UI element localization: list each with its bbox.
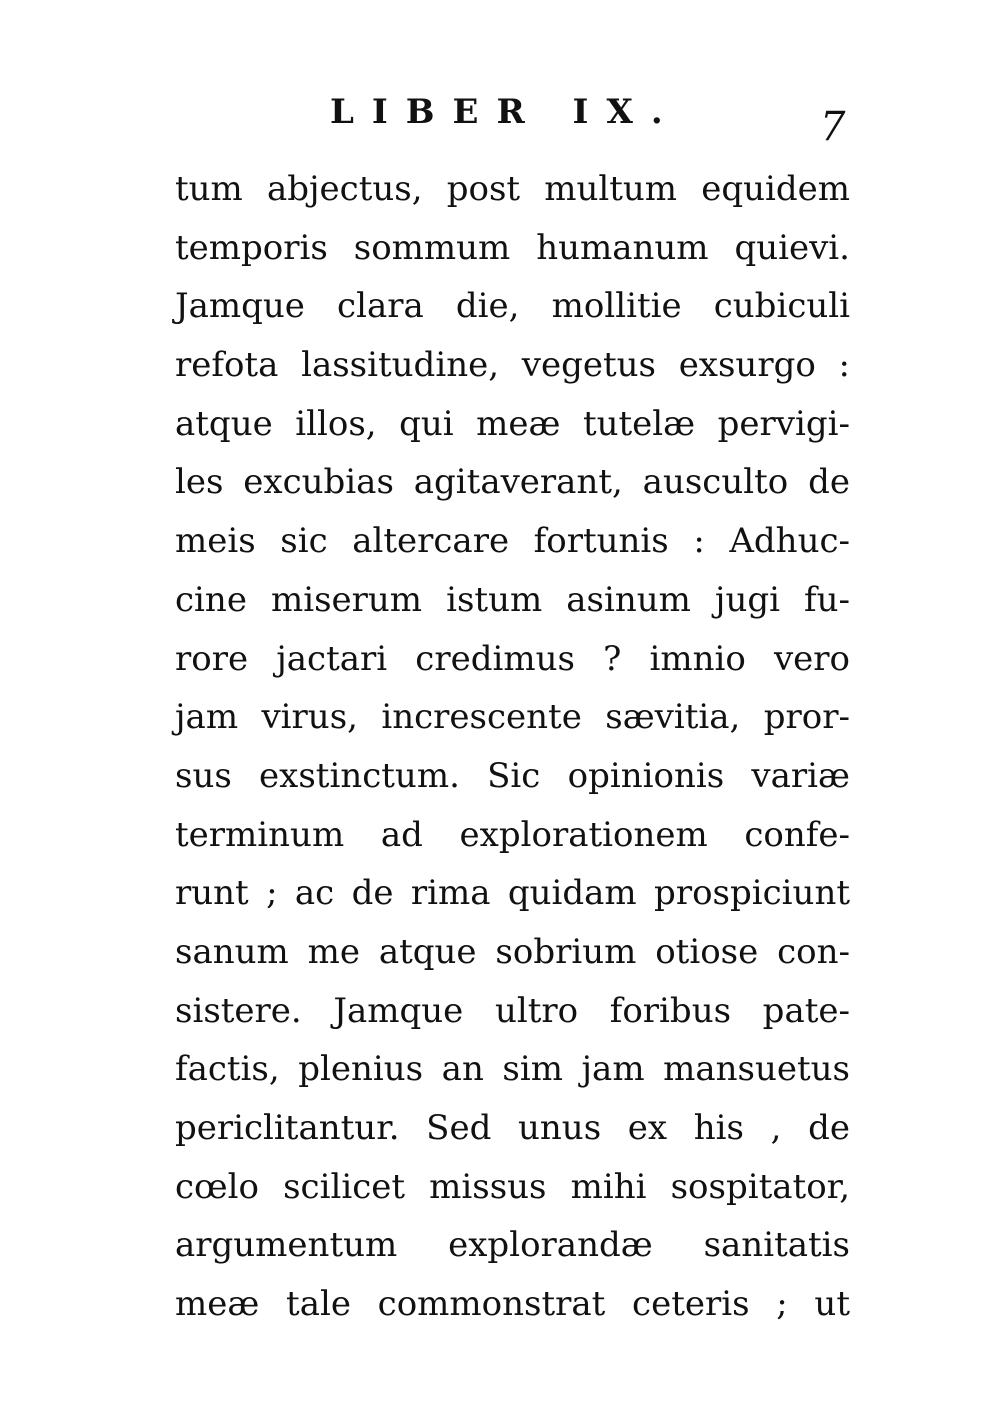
running-title: LIBER IX.	[330, 92, 681, 132]
text-line: meæ tale commonstrat ceteris ; ut	[175, 1284, 850, 1325]
text-line: tum abjectus, post multum equidem	[175, 169, 850, 209]
text-line: jam virus, increscente sævitia, pror-	[175, 697, 850, 738]
text-line: refota lassitudine, vegetus exsurgo :	[175, 345, 850, 386]
text-line: cœlo scilicet missus mihi sospitator,	[175, 1166, 850, 1207]
text-line: argumentum explorandæ sanitatis	[175, 1225, 850, 1266]
body-text	[175, 160, 850, 1334]
text-line: periclitantur. Sed unus ex his , de	[175, 1108, 850, 1148]
page-number: 7	[820, 104, 846, 150]
text-line: les excubias agitaverant, ausculto de	[175, 462, 850, 503]
text-line: runt ; ac de rima quidam prospiciunt	[175, 873, 850, 914]
text-line: factis, plenius an sim jam mansuetus	[175, 1049, 850, 1090]
text-line: sanum me atque sobrium otiose con-	[175, 931, 850, 972]
text-line: cine miserum istum asinum jugi fu-	[175, 579, 850, 620]
text-line: meis sic altercare fortunis : Adhuc-	[175, 521, 850, 562]
text-line: rore jactari credimus ? imnio vero	[175, 638, 850, 679]
text-line: terminum ad explorationem confe-	[175, 814, 850, 855]
text-line: atque illos, qui meæ tutelæ pervigi-	[175, 403, 850, 444]
text-line: temporis sommum humanum quievi.	[175, 227, 850, 268]
text-line: sistere. Jamque ultro foribus pate-	[175, 990, 850, 1031]
text-line: Jamque clara die, mollitie cubiculi	[175, 286, 850, 327]
text-line: sus exstinctum. Sic opinionis variæ	[175, 755, 850, 796]
